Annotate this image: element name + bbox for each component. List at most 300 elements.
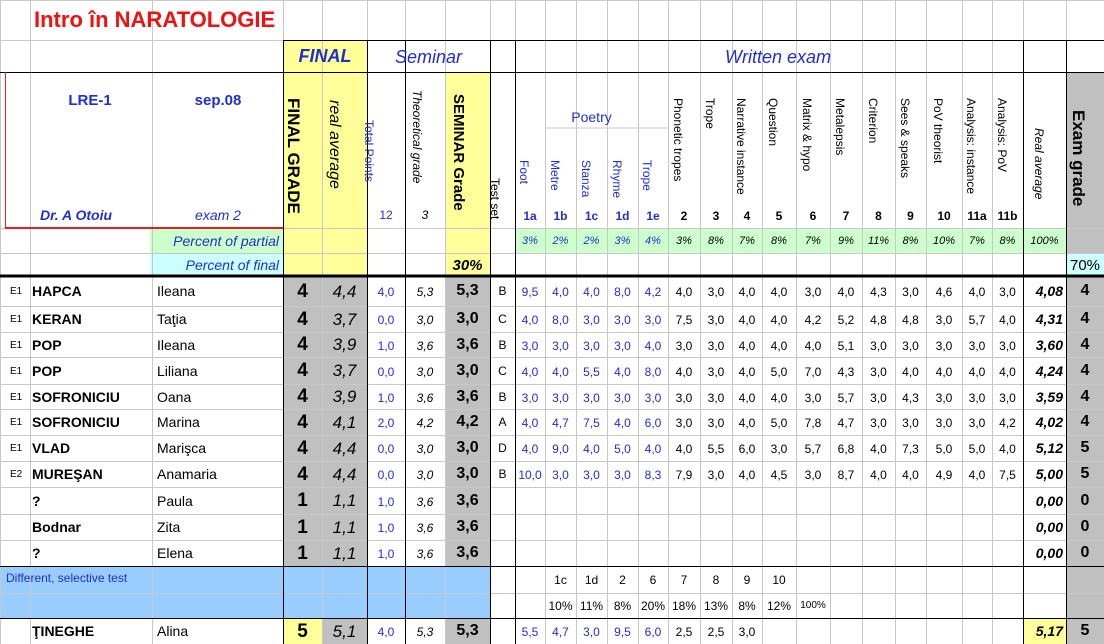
- seminar-percent: 30%: [452, 256, 483, 274]
- seminar-grade-value: 3,0: [456, 465, 479, 482]
- item-score: 4,0: [837, 285, 855, 299]
- seminar-grade-value: 5,3: [456, 282, 479, 299]
- item-score: 4,0: [644, 442, 662, 456]
- item-score: 4,0: [999, 442, 1016, 456]
- item-score: 4,3: [837, 364, 855, 379]
- final-grade-value: 4: [297, 463, 308, 485]
- final-grade-value: 4: [297, 280, 308, 302]
- selective-percent: 8%: [738, 599, 756, 613]
- test-set-value: C: [498, 363, 507, 378]
- student-group: E1: [10, 391, 23, 403]
- item-score: 3,0: [935, 416, 953, 430]
- item-score: 3,0: [521, 338, 539, 353]
- item-header: Sees & speaks: [897, 98, 912, 179]
- real-average-value: 1,1: [332, 491, 357, 510]
- real-average-value: 1,1: [332, 517, 357, 537]
- item-score: 4,0: [870, 468, 887, 482]
- item-score: 3,0: [968, 390, 986, 405]
- item-percent: 11%: [867, 234, 890, 247]
- date-label: sep.08: [194, 91, 242, 109]
- item-score: 3,0: [935, 390, 953, 405]
- student-last-name: Bodnar: [32, 519, 81, 535]
- test-set-value: C: [498, 312, 507, 326]
- item-score: 3,0: [583, 390, 600, 405]
- item-score: 3,0: [552, 338, 569, 353]
- item-score: 5,1: [837, 338, 855, 353]
- item-score: 3,0: [804, 468, 822, 482]
- student-group: E2: [10, 469, 23, 480]
- item-number: 9: [907, 209, 914, 223]
- exam-percent: 70%: [1069, 256, 1101, 274]
- seminar-grade-value: 3,0: [456, 439, 479, 456]
- item-score: 4,0: [738, 416, 756, 430]
- seminar-grade-value: 3,6: [456, 335, 479, 353]
- theoretical-grade-value: 5,3: [416, 285, 434, 299]
- item-score: 4,8: [902, 313, 919, 327]
- item-score: 3,0: [644, 313, 662, 327]
- student-first-name: Marişca: [157, 440, 207, 456]
- seminar-grade-header: SEMINAR Grade: [449, 94, 467, 211]
- item-header: Foot: [517, 160, 531, 185]
- student-first-name: Elena: [157, 545, 193, 561]
- item-score: 4,0: [738, 313, 756, 327]
- written-group-header: Written exam: [724, 47, 832, 67]
- percent-final-label: Percent of final: [185, 257, 279, 273]
- item-score: 7,5: [675, 313, 693, 327]
- item-score: 4,0: [583, 442, 600, 456]
- student-first-name: Alina: [157, 623, 189, 639]
- item-score: 3,0: [675, 338, 693, 353]
- item-score: 5,7: [804, 442, 822, 456]
- final-grade-value: 1: [297, 516, 308, 538]
- exam-real-average: 4,31: [1035, 311, 1063, 327]
- real-average-value: 3,7: [332, 361, 357, 380]
- theoretical-grade-header: Theoretical grade: [410, 90, 424, 184]
- exam-grade-value: 4: [1080, 361, 1090, 379]
- item-score: 5,5: [583, 364, 600, 379]
- item-score: 3,0: [675, 416, 693, 430]
- item-score: 4,0: [999, 313, 1016, 327]
- item-score: 3,0: [552, 390, 569, 405]
- item-score: 5,0: [770, 364, 788, 379]
- item-number: 1c: [584, 209, 599, 223]
- selective-item: 6: [649, 573, 657, 587]
- item-score: 4,0: [738, 364, 756, 379]
- item-score: 6,8: [837, 442, 855, 456]
- item-score: 3,0: [614, 468, 631, 482]
- real-average-value: 1,1: [332, 543, 357, 563]
- seminar-grade-value: 5,3: [456, 622, 479, 639]
- item-score: 7,0: [804, 364, 822, 379]
- student-last-name: HAPCA: [32, 283, 82, 299]
- selective-item: 9: [743, 573, 751, 587]
- exam-real-average: 3,60: [1035, 336, 1063, 353]
- item-score: 3,0: [804, 390, 822, 405]
- item-header: Metre: [547, 160, 562, 191]
- test-set-value: A: [498, 415, 507, 429]
- theoretical-grade-value: 3,6: [416, 521, 434, 535]
- student-first-name: Paula: [157, 492, 193, 509]
- item-score: 3,0: [804, 285, 822, 299]
- total-points-value: 0,0: [377, 313, 395, 327]
- selective-percent: 20%: [640, 599, 666, 613]
- exam-grade-value: 0: [1080, 518, 1090, 535]
- item-score: 9,0: [552, 442, 569, 456]
- item-header: Question: [766, 98, 780, 147]
- item-score: 4,0: [870, 442, 887, 456]
- item-score: 7,5: [583, 416, 600, 430]
- seminar-group-header: Seminar: [394, 47, 463, 67]
- theoretical-max: 3: [421, 208, 429, 222]
- seminar-grade-value: 4,2: [456, 413, 479, 430]
- total-points-value: 0,0: [377, 364, 395, 379]
- seminar-grade-value: 3,6: [456, 544, 479, 561]
- item-score: 3,0: [968, 416, 986, 430]
- final-grade-value: 4: [297, 308, 308, 330]
- item-score: 3,0: [968, 338, 986, 353]
- theoretical-grade-value: 3,0: [416, 364, 434, 379]
- item-score: 5,0: [968, 442, 986, 456]
- seminar-grade-value: 3,0: [456, 310, 479, 327]
- exam-grade-value: 4: [1080, 335, 1090, 353]
- item-score: 5,2: [837, 313, 855, 327]
- item-score: 4,0: [521, 416, 539, 430]
- exam-grade-value: 0: [1080, 544, 1090, 561]
- student-first-name: Taţia: [157, 311, 187, 327]
- item-percent: 7%: [805, 234, 821, 247]
- student-first-name: Marina: [157, 414, 200, 430]
- item-score: 4,2: [644, 285, 662, 299]
- seminar-grade-value: 3,6: [456, 491, 479, 509]
- item-number: 1a: [523, 209, 537, 223]
- exam-grade-value: 4: [1080, 282, 1090, 299]
- test-set-value: B: [498, 467, 507, 481]
- item-number: 5: [775, 209, 783, 223]
- item-score: 4,0: [583, 285, 600, 299]
- item-score: 5,0: [770, 416, 788, 430]
- item-score: 9,5: [521, 285, 539, 299]
- item-score: 3,0: [614, 390, 631, 405]
- item-score: 4,0: [902, 468, 919, 482]
- final-grade-header: FINAL GRADE: [283, 98, 303, 214]
- item-score: 8,3: [644, 468, 662, 482]
- item-header: PoV theorist: [931, 98, 945, 164]
- exam-real-average: 4,24: [1035, 362, 1063, 379]
- student-last-name: MUREŞAN: [32, 466, 103, 482]
- item-score: 7,5: [999, 468, 1016, 482]
- exam-real-average: 4,08: [1035, 283, 1063, 299]
- total-points-value: 1,0: [377, 338, 395, 353]
- item-score: 4,9: [935, 468, 953, 482]
- total-points-value: 2,0: [377, 416, 395, 430]
- item-score: 3,0: [935, 313, 953, 327]
- item-score: 3,0: [552, 468, 569, 482]
- poetry-header: Poetry: [571, 109, 612, 125]
- item-score: 4,0: [738, 285, 756, 299]
- item-number: 3: [712, 209, 720, 223]
- item-header: Matrix & hypo: [800, 98, 814, 172]
- item-header: Stanza: [578, 160, 593, 198]
- student-last-name: KERAN: [32, 311, 82, 327]
- selective-item: 8: [712, 573, 720, 587]
- item-score: 4,0: [552, 364, 569, 379]
- student-group: E1: [10, 286, 23, 297]
- item-score: 4,3: [870, 285, 887, 299]
- theoretical-grade-value: 5,3: [416, 625, 434, 639]
- item-score: 4,7: [552, 416, 569, 430]
- item-score: 4,3: [902, 390, 919, 405]
- item-header: Metalepsis: [833, 98, 847, 156]
- item-percent: 8%: [999, 234, 1016, 247]
- item-header: Narrative instance: [734, 98, 748, 195]
- real-average-value: 4,4: [332, 464, 357, 484]
- item-score: 4,6: [935, 285, 953, 299]
- student-group: E1: [10, 314, 23, 325]
- group-label: LRE-1: [68, 91, 112, 109]
- exam-real-average: 5,00: [1035, 466, 1063, 482]
- real-average-value: 3,7: [332, 309, 357, 329]
- theoretical-grade-value: 3,0: [416, 442, 434, 456]
- item-score: 5,7: [968, 313, 986, 327]
- selective-test-label: Different, selective test: [6, 571, 128, 585]
- test-set-header: Test set: [488, 178, 502, 220]
- item-score: 4,0: [770, 338, 788, 353]
- student-group: E1: [10, 365, 23, 377]
- item-number: 1e: [646, 209, 660, 223]
- item-score: 2,5: [707, 625, 725, 639]
- item-score: 4,0: [968, 285, 986, 299]
- total-points-value: 4,0: [377, 625, 395, 639]
- item-score: 6,0: [644, 416, 662, 430]
- item-score: 8,0: [644, 364, 662, 379]
- theoretical-grade-value: 3,6: [416, 338, 434, 353]
- item-score: 3,0: [870, 390, 887, 405]
- item-header: Trope: [703, 98, 717, 129]
- selective-percent: 100%: [800, 600, 826, 611]
- exam-grade-value: 0: [1080, 491, 1090, 509]
- theoretical-grade-value: 3,6: [416, 494, 434, 509]
- item-score: 3,0: [583, 338, 600, 353]
- item-score: 4,0: [770, 285, 788, 299]
- student-first-name: Ileana: [157, 283, 196, 299]
- item-score: 3,0: [902, 338, 919, 353]
- item-percent: 7%: [969, 234, 985, 247]
- item-percent: 2%: [583, 234, 600, 247]
- item-number: 4: [743, 209, 751, 223]
- item-score: 3,0: [707, 468, 725, 482]
- item-score: 3,0: [707, 364, 725, 379]
- item-percent: 2%: [552, 234, 569, 247]
- item-percent: 4%: [645, 234, 661, 247]
- item-score: 4,0: [521, 313, 539, 327]
- selective-percent: 18%: [671, 599, 697, 613]
- exam-grade-value: 5: [1080, 439, 1090, 456]
- exam-real-average: 3,59: [1035, 388, 1063, 405]
- selective-percent: 13%: [703, 599, 729, 613]
- theoretical-grade-value: 3,6: [416, 547, 434, 561]
- item-score: 6,0: [644, 625, 662, 639]
- item-score: 5,0: [614, 442, 631, 456]
- item-score: 4,7: [837, 416, 855, 430]
- item-score: 2,5: [675, 625, 693, 639]
- item-score: 4,0: [738, 468, 756, 482]
- item-score: 7,8: [804, 416, 822, 430]
- exam-label: exam 2: [195, 207, 241, 223]
- test-set-value: D: [498, 441, 507, 455]
- exam-grade-value: 4: [1080, 387, 1090, 405]
- item-header: Criterion: [865, 98, 880, 144]
- item-score: 3,0: [614, 313, 631, 327]
- item-score: 4,2: [999, 416, 1016, 430]
- final-grade-value: 4: [297, 334, 308, 355]
- item-score: 4,0: [968, 364, 986, 379]
- item-score: 3,0: [707, 285, 725, 299]
- total-points-value: 1,0: [377, 521, 395, 535]
- student-first-name: Oana: [157, 388, 192, 405]
- item-score: 3,0: [902, 285, 919, 299]
- test-set-value: B: [498, 284, 507, 298]
- theoretical-grade-value: 3,0: [416, 468, 434, 482]
- exam-grade-value: 5: [1080, 622, 1090, 639]
- item-score: 3,0: [935, 338, 953, 353]
- item-score: 10,0: [518, 468, 542, 482]
- real-average-value: 4,4: [332, 438, 357, 458]
- student-group: E1: [10, 417, 23, 428]
- item-number: 2: [680, 209, 688, 223]
- selective-percent: 8%: [613, 599, 632, 613]
- item-header: Analysis: instance: [964, 98, 978, 195]
- seminar-grade-value: 3,0: [456, 361, 479, 379]
- item-score: 4,0: [675, 442, 693, 456]
- final-grade-value: 1: [297, 542, 308, 564]
- item-score: 4,0: [521, 364, 539, 379]
- item-number: 11a: [967, 209, 987, 223]
- item-score: 3,0: [644, 390, 662, 405]
- item-score: 3,0: [614, 338, 631, 353]
- item-number: 8: [875, 209, 882, 223]
- student-last-name: POP: [32, 336, 62, 353]
- percent-partial-label: Percent of partial: [173, 233, 279, 249]
- item-score: 3,0: [583, 313, 600, 327]
- item-score: 3,0: [583, 625, 600, 639]
- item-score: 3,0: [902, 416, 919, 430]
- item-score: 3,0: [870, 416, 887, 430]
- item-percent: 3%: [522, 234, 538, 247]
- item-number: 10: [937, 209, 951, 223]
- item-percent: 3%: [614, 234, 631, 247]
- item-score: 4,0: [968, 468, 986, 482]
- item-score: 4,0: [552, 285, 569, 299]
- real-average-value: 3,9: [332, 387, 357, 406]
- final-grade-value: 4: [297, 411, 308, 433]
- theoretical-grade-value: 3,6: [416, 390, 434, 405]
- item-number: 1b: [553, 209, 568, 223]
- total-points-value: 1,0: [377, 547, 395, 561]
- total-points-max: 12: [379, 208, 393, 222]
- total-points-value: 1,0: [377, 494, 395, 509]
- test-set-value: B: [498, 337, 507, 352]
- final-grade-value: 5: [297, 620, 308, 642]
- seminar-grade-value: 3,6: [456, 518, 479, 535]
- final-grade-value: 4: [297, 437, 308, 459]
- real-average-header: real average: [326, 100, 343, 189]
- item-percent: 9%: [838, 234, 854, 247]
- exam-real-average: 5,17: [1035, 623, 1063, 639]
- item-score: 3,0: [707, 313, 725, 327]
- item-score: 3,0: [675, 390, 693, 405]
- item-score: 3,0: [583, 468, 600, 482]
- item-percent: 7%: [739, 234, 755, 247]
- item-score: 3,0: [870, 364, 887, 379]
- item-score: 3,0: [521, 390, 539, 405]
- exam-real-average: 0,00: [1035, 492, 1063, 509]
- item-header: Real average: [1031, 128, 1046, 200]
- selective-item: 7: [680, 573, 688, 587]
- final-grade-value: 4: [297, 386, 308, 407]
- item-percent: 10%: [932, 234, 956, 247]
- student-group: E1: [10, 339, 23, 351]
- item-score: 3,0: [707, 416, 725, 430]
- student-last-name: ?: [32, 545, 41, 561]
- item-score: 4,0: [738, 390, 756, 405]
- item-score: 8,7: [837, 468, 855, 482]
- total-points-value: 0,0: [377, 442, 395, 456]
- item-score: 4,2: [804, 313, 822, 327]
- student-first-name: Zita: [157, 519, 181, 535]
- student-last-name: ?: [32, 492, 41, 509]
- exam-real-average: 5,12: [1035, 440, 1063, 456]
- item-score: 5,5: [707, 442, 725, 456]
- test-set-value: B: [498, 389, 507, 404]
- item-percent: 3%: [676, 234, 692, 247]
- item-score: 5,7: [837, 390, 855, 405]
- item-score: 9,5: [614, 625, 631, 639]
- sheet-title: Intro în NARATOLOGIE: [34, 7, 276, 32]
- item-header: Rhyme: [609, 160, 624, 199]
- total-points-header: Total Points: [362, 120, 376, 183]
- item-score: 3,0: [999, 285, 1016, 299]
- item-percent: 8%: [771, 234, 787, 247]
- item-score: 4,8: [870, 313, 887, 327]
- exam-grade-value: 4: [1080, 310, 1090, 327]
- item-score: 8,0: [552, 313, 569, 327]
- student-first-name: Ileana: [157, 336, 196, 353]
- theoretical-grade-value: 3,0: [416, 313, 434, 327]
- item-score: 4,0: [614, 416, 631, 430]
- exam-real-average: 0,00: [1035, 545, 1063, 561]
- final-grade-value: 1: [297, 490, 308, 511]
- item-header: Trope: [640, 160, 654, 191]
- item-score: 3,0: [770, 442, 788, 456]
- item-score: 4,0: [614, 364, 631, 379]
- item-score: 5,5: [521, 625, 539, 639]
- student-first-name: Anamaria: [157, 466, 217, 482]
- item-percent: 100%: [1030, 234, 1059, 247]
- student-last-name: VLAD: [32, 440, 71, 456]
- item-score: 4,0: [999, 364, 1016, 379]
- real-average-value: 5,1: [332, 621, 357, 641]
- selective-item: 1c: [554, 573, 567, 587]
- selective-item: 10: [772, 573, 786, 587]
- final-grade-value: 4: [297, 360, 308, 381]
- item-score: 8,0: [614, 285, 631, 299]
- item-score: 6,0: [738, 442, 756, 456]
- item-score: 7,9: [675, 468, 693, 482]
- item-score: 4,0: [675, 364, 693, 379]
- real-average-value: 4,4: [332, 281, 357, 301]
- exam-grade-header: Exam grade: [1068, 110, 1088, 207]
- student-last-name: SOFRONICIU: [32, 414, 120, 430]
